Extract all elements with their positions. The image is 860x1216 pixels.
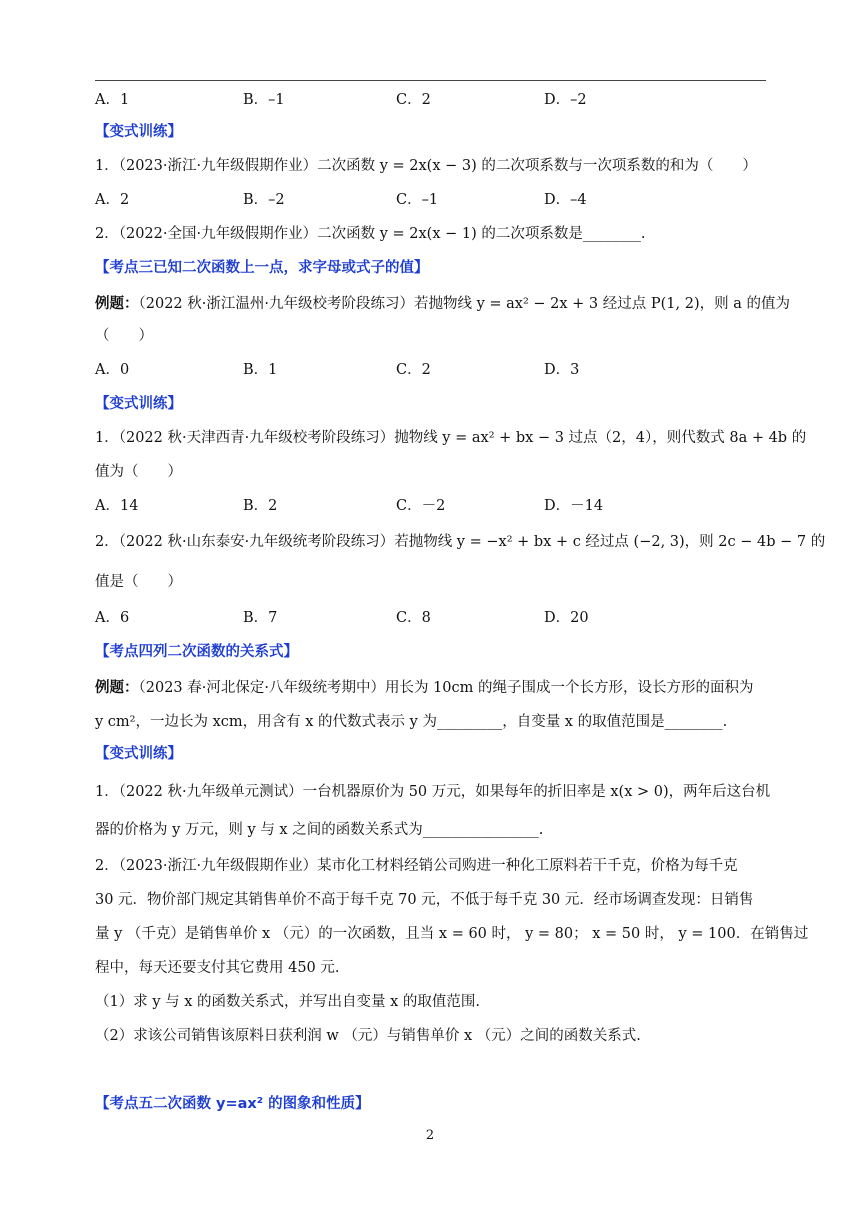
example-label: 例题： bbox=[95, 295, 139, 312]
example-4-line-1 bbox=[95, 678, 754, 698]
section-heading-kaodian-4: 【考点四列二次函数的关系式】 bbox=[95, 644, 298, 660]
option-c: C．–1 bbox=[396, 192, 439, 208]
example-3-line-2: （ ） bbox=[95, 328, 153, 344]
option-c: C．8 bbox=[396, 610, 431, 626]
question-3-line-2: 值为（ ） bbox=[95, 464, 182, 480]
question-6-line-4: 程中，每天还要支付其它费用 450 元. bbox=[95, 960, 340, 976]
header-rule bbox=[95, 80, 766, 81]
section-heading-kaodian-5: 【考点五二次函数 y=ax² 的图象和性质】 bbox=[95, 1096, 370, 1112]
option-c: C．2 bbox=[396, 362, 431, 378]
question-3-line-1: 1．（2022 秋·天津西青·九年级校考阶段练习）抛物线 y = ax² + bx − 3 过点（2，4），则代数式 8a + 4b 的 bbox=[95, 430, 807, 446]
example-text: （2023 春·河北保定·八年级统考期中）用长为 10cm 的绳子围成一个长方形，设长方形的面积为 bbox=[138, 680, 754, 696]
option-d: D．–4 bbox=[544, 192, 587, 208]
option-b: B．–2 bbox=[243, 192, 285, 208]
question-2: 2．（2022·全国·九年级假期作业）二次函数 y = 2x(x − 1) 的二次项系数是________. bbox=[95, 226, 646, 242]
option-d: D．3 bbox=[544, 362, 580, 378]
option-b: B．2 bbox=[243, 498, 278, 514]
question-5-line-2: 器的价格为 y 万元，则 y 与 x 之间的函数关系式为________________. bbox=[95, 822, 544, 838]
question-6-line-3: 量 y （千克）是销售单价 x （元）的一次函数，且当 x = 60 时， y = 80； x = 50 时， y = 100．在销售过 bbox=[95, 926, 809, 942]
section-heading-variant-training: 【变式训练】 bbox=[95, 124, 182, 140]
option-b: B．7 bbox=[243, 610, 278, 626]
option-b: B．–1 bbox=[243, 92, 285, 108]
option-c: C．－2 bbox=[396, 498, 446, 514]
example-text: （2022 秋·浙江温州·九年级校考阶段练习）若抛物线 y = ax² − 2x + 3 经过点 P(1, 2)，则 a 的值为 bbox=[138, 296, 790, 312]
section-heading-kaodian-3: 【考点三已知二次函数上一点，求字母或式子的值】 bbox=[95, 260, 429, 276]
example-label: 例题： bbox=[95, 679, 139, 696]
question-4-line-2: 值是（ ） bbox=[95, 574, 182, 590]
option-d: D．20 bbox=[544, 610, 589, 626]
example-3-line-1 bbox=[95, 294, 790, 314]
option-a: A．6 bbox=[95, 610, 130, 626]
question-1: 1．（2023·浙江·九年级假期作业）二次函数 y = 2x(x − 3) 的二次项系数与一次项系数的和为（ ） bbox=[95, 158, 757, 174]
option-a: A．0 bbox=[95, 362, 130, 378]
page-number: 2 bbox=[425, 1128, 435, 1143]
option-a: A．14 bbox=[95, 498, 139, 514]
question-4-line-1: 2．（2022 秋·山东泰安·九年级统考阶段练习）若抛物线 y = −x² + bx + c 经过点 (−2, 3)，则 2c − 4b − 7 的 bbox=[95, 534, 826, 550]
example-4-line-2: y cm²，一边长为 xcm，用含有 x 的代数式表示 y 为_________，自变量 x 的取值范围是________. bbox=[95, 714, 728, 730]
question-6-line-1: 2．（2023·浙江·九年级假期作业）某市化工材料经销公司购进一种化工原料若干千克，价格为每千克 bbox=[95, 858, 738, 874]
section-heading-variant-training: 【变式训练】 bbox=[95, 396, 182, 412]
section-heading-variant-training: 【变式训练】 bbox=[95, 746, 182, 762]
option-d: D．－14 bbox=[544, 498, 604, 514]
question-6-part-2: （2）求该公司销售该原料日获利润 w （元）与销售单价 x （元）之间的函数关系式. bbox=[95, 1028, 641, 1044]
option-d: D．–2 bbox=[544, 92, 587, 108]
question-6-part-1: （1）求 y 与 x 的函数关系式，并写出自变量 x 的取值范围. bbox=[95, 994, 481, 1010]
option-b: B．1 bbox=[243, 362, 278, 378]
option-c: C．2 bbox=[396, 92, 431, 108]
option-a: A．2 bbox=[95, 192, 130, 208]
option-a: A．1 bbox=[95, 92, 130, 108]
question-5-line-1: 1．（2022 秋·九年级单元测试）一台机器原价为 50 万元，如果每年的折旧率是 x(x > 0)，两年后这台机 bbox=[95, 784, 771, 800]
question-6-line-2: 30 元．物价部门规定其销售单价不高于每千克 70 元，不低于每千克 30 元．经市场调查发现：日销售 bbox=[95, 892, 754, 908]
